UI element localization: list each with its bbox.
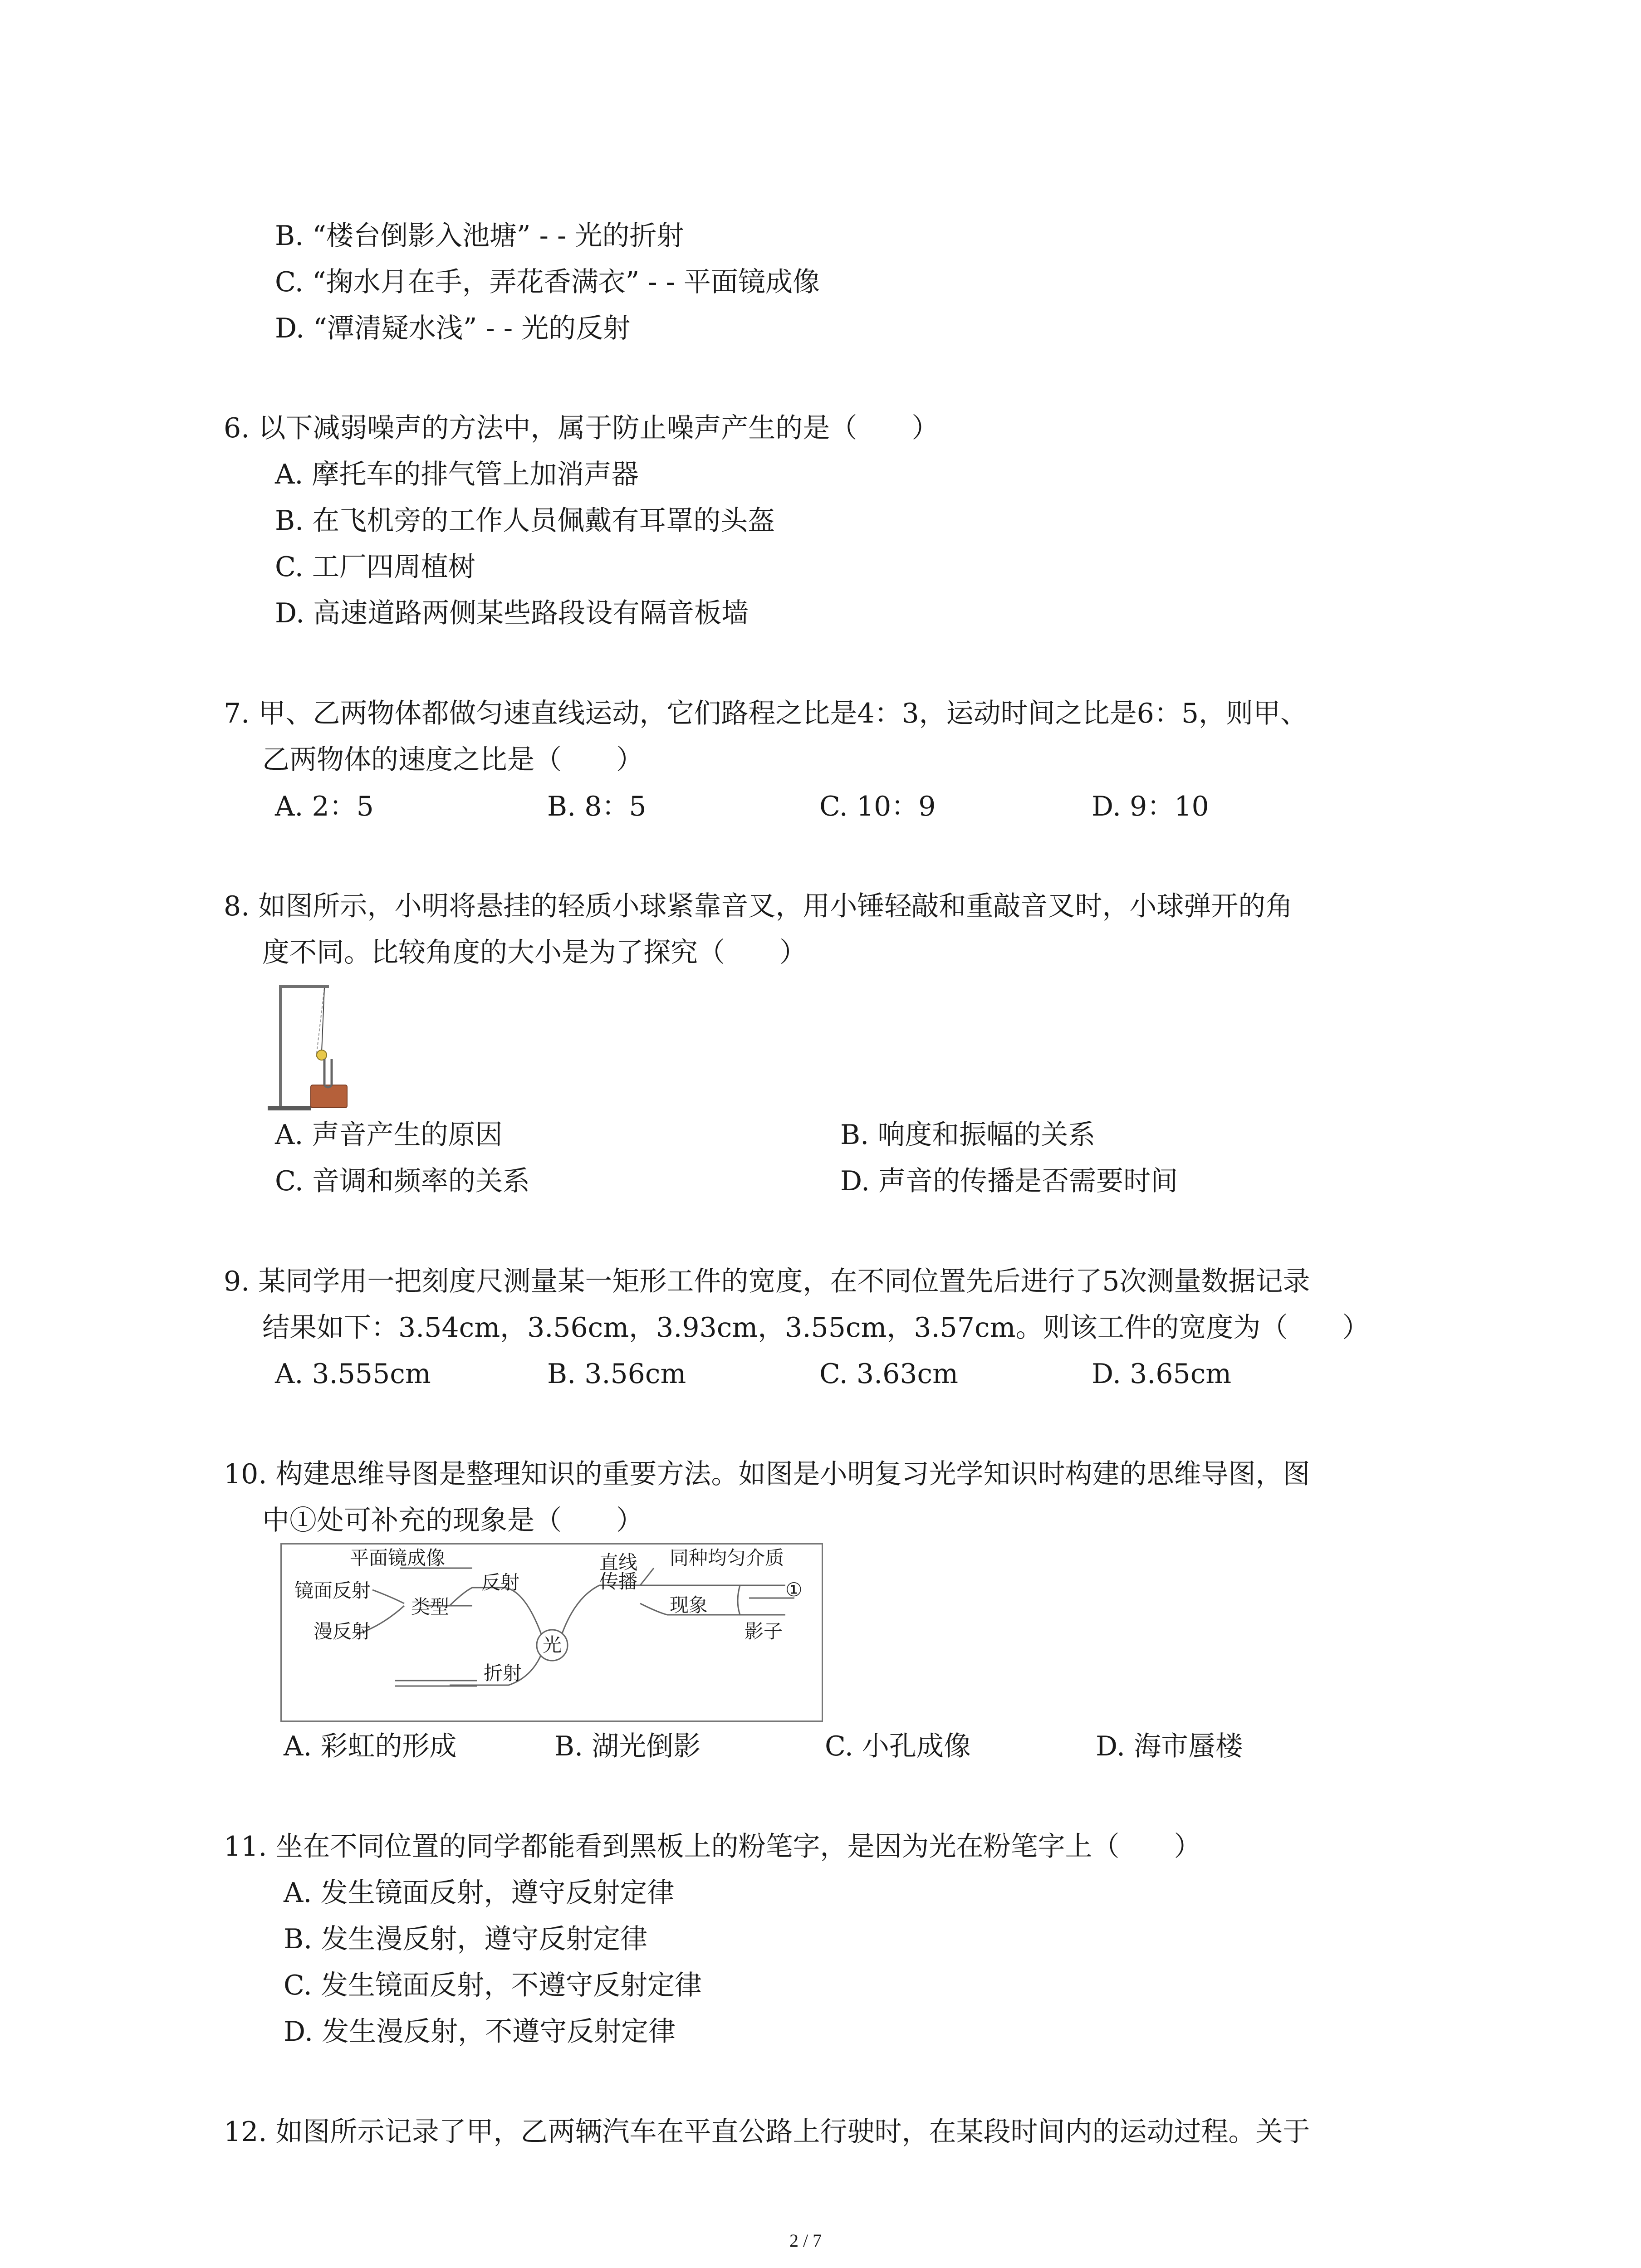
q6-option-b: B. 在飞机旁的工作人员佩戴有耳罩的头盔 [275, 505, 775, 537]
q12-stem: 12. 如图所示记录了甲，乙两辆汽车在平直公路上行驶时，在某段时间内的运动过程。关于 [224, 2116, 1310, 2148]
mm-center: 光 [543, 1634, 562, 1656]
q10-option-a: A. 彩虹的形成 [284, 1730, 457, 1762]
tuning-fork-icon [324, 1059, 332, 1087]
q5-option-c: C. “掬水月在手，弄花香满衣” - - 平面镜成像 [275, 266, 820, 298]
q11-stem: 11. 坐在不同位置的同学都能看到黑板上的粉笔字，是因为光在粉笔字上（ ） [224, 1831, 1201, 1862]
mm-diffuse: 漫反射 [314, 1620, 371, 1642]
q6-option-a: A. 摩托车的排气管上加消声器 [275, 459, 639, 490]
q10-stem-line1: 10. 构建思维导图是整理知识的重要方法。如图是小明复习光学知识时构建的思维导图，图 [224, 1458, 1310, 1490]
q11-option-b: B. 发生漫反射，遵守反射定律 [284, 1923, 648, 1955]
q7-stem-line2: 乙两物体的速度之比是（ ） [262, 744, 643, 776]
tuning-fork-apparatus-icon [265, 980, 356, 1116]
mm-shadow: 影子 [745, 1620, 783, 1642]
mind-map [280, 1543, 823, 1722]
stand-base [268, 1106, 311, 1110]
q8-stem-line1: 8. 如图所示，小明将悬挂的轻质小球紧靠音叉，用小锤轻敲和重敲音叉时，小球弹开的角 [224, 890, 1293, 922]
page-number: 2 / 7 [789, 2230, 822, 2251]
stand-arm [279, 985, 329, 988]
mm-straight-1: 直线 [599, 1551, 638, 1574]
mm-marker: ① [785, 1579, 803, 1601]
q6-option-c: C. 工厂四周植树 [275, 551, 475, 583]
mm-refraction: 折射 [484, 1662, 522, 1684]
q8-option-c: C. 音调和频率的关系 [275, 1165, 530, 1197]
q7-option-c: C. 10：9 [819, 791, 936, 822]
q5-option-d: D. “潭清疑水浅” - - 光的反射 [275, 313, 631, 344]
q8-option-d: D. 声音的传播是否需要时间 [840, 1165, 1178, 1197]
q6-option-d: D. 高速道路两侧某些路段设有隔音板墙 [275, 597, 749, 629]
q10-option-d: D. 海市蜃楼 [1096, 1730, 1243, 1762]
q7-stem-line1: 7. 甲、乙两物体都做匀速直线运动，它们路程之比是4：3，运动时间之比是6：5，则甲、 [224, 698, 1308, 729]
mm-specular: 镜面反射 [294, 1579, 371, 1602]
q7-option-a: A. 2：5 [275, 791, 374, 822]
q10-option-b: B. 湖光倒影 [554, 1730, 701, 1762]
mm-reflection: 反射 [481, 1571, 520, 1593]
q8-stem-line2: 度不同。比较角度的大小是为了探究（ ） [262, 937, 807, 968]
resonance-box [311, 1085, 347, 1108]
q9-stem-line1: 9. 某同学用一把刻度尺测量某一矩形工件的宽度，在不同位置先后进行了5次测量数据记录 [224, 1266, 1310, 1297]
q11-option-a: A. 发生镜面反射，遵守反射定律 [284, 1877, 675, 1909]
stand-pole [279, 985, 282, 1106]
q9-option-a: A. 3.555cm [275, 1358, 431, 1390]
q9-option-d: D. 3.65cm [1092, 1358, 1232, 1390]
q6-stem: 6. 以下减弱噪声的方法中，属于防止噪声产生的是（ ） [224, 412, 939, 444]
q7-option-d: D. 9：10 [1092, 791, 1209, 822]
mm-phenomenon: 现象 [670, 1594, 708, 1616]
q11-option-c: C. 发生镜面反射，不遵守反射定律 [284, 1970, 702, 2001]
mm-plane-mirror: 平面镜成像 [350, 1547, 446, 1569]
q10-option-c: C. 小孔成像 [825, 1730, 971, 1762]
q9-stem-line2: 结果如下：3.54cm，3.56cm，3.93cm，3.55cm，3.57cm。则该工件的宽度为（ ） [262, 1312, 1370, 1344]
mm-type: 类型 [411, 1596, 450, 1618]
q5-option-b: B. “楼台倒影入池塘” - - 光的折射 [275, 220, 684, 252]
q7-option-b: B. 8：5 [547, 791, 647, 822]
mm-straight-2: 传播 [599, 1570, 638, 1593]
q9-option-b: B. 3.56cm [547, 1358, 686, 1390]
mm-medium: 同种均匀介质 [670, 1547, 784, 1569]
q9-option-c: C. 3.63cm [819, 1358, 959, 1390]
q10-stem-line2: 中①处可补充的现象是（ ） [262, 1505, 643, 1536]
ball-icon [317, 1050, 327, 1060]
q11-option-d: D. 发生漫反射，不遵守反射定律 [284, 2016, 676, 2048]
q8-option-a: A. 声音产生的原因 [275, 1119, 503, 1151]
q8-option-b: B. 响度和振幅的关系 [840, 1119, 1096, 1151]
